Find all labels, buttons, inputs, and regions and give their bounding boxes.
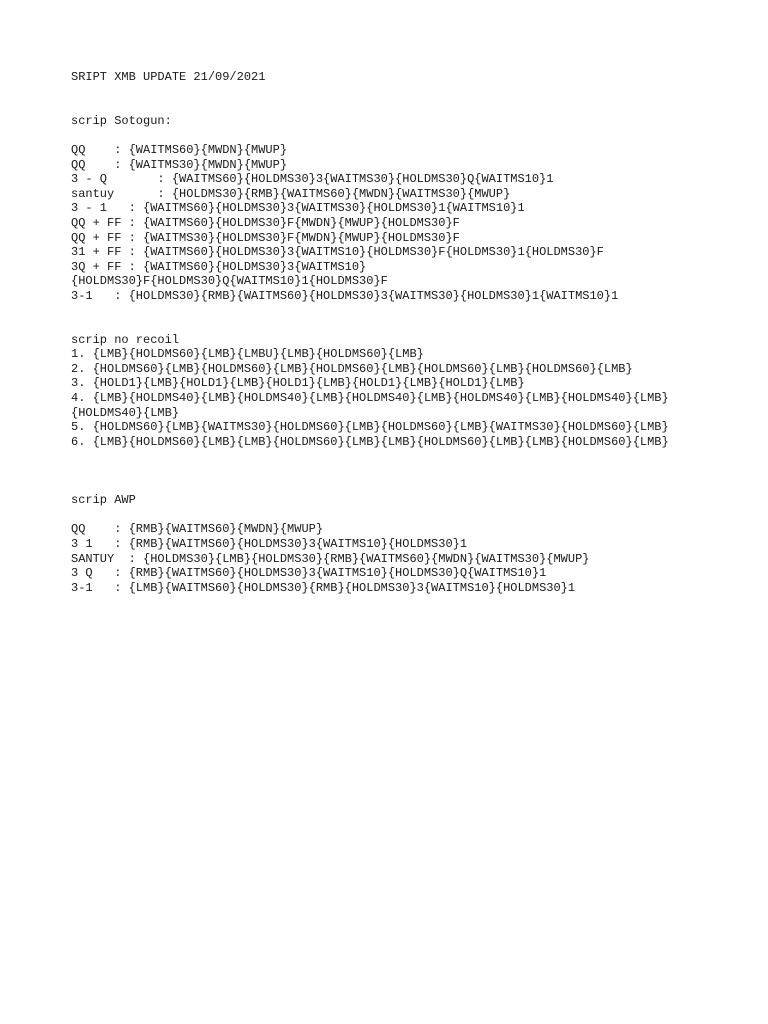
script-line: 3. {HOLD1}{LMB}{HOLD1}{LMB}{HOLD1}{LMB}{HOLD1}{LMB}{HOLD1}{LMB} xyxy=(71,376,525,391)
script-line: QQ : {RMB}{WAITMS60}{MWDN}{MWUP} xyxy=(71,522,324,537)
section-heading-sotogun: scrip Sotogun: xyxy=(71,113,172,128)
script-line: 3 Q : {RMB}{WAITMS60}{HOLDMS30}3{WAITMS10}{HOLDMS30}Q{WAITMS10}1 xyxy=(71,566,547,581)
section-sotogun xyxy=(71,114,751,304)
script-line: 4. {LMB}{HOLDMS40}{LMB}{HOLDMS40}{LMB}{HOLDMS40}{LMB}{HOLDMS40}{LMB}{HOLDMS40}{LMB} xyxy=(71,391,669,406)
script-line: 3-1 : {LMB}{WAITMS60}{HOLDMS30}{RMB}{HOLDMS30}3{WAITMS10}{HOLDMS30}1 xyxy=(71,580,576,595)
script-line: {HOLDMS40}{LMB} xyxy=(71,405,180,420)
script-line: SANTUY : {HOLDMS30}{LMB}{HOLDMS30}{RMB}{WAITMS60}{MWDN}{WAITMS30}{MWUP} xyxy=(71,551,590,566)
section-no-recoil xyxy=(71,333,751,450)
script-line: 5. {HOLDMS60}{LMB}{WAITMS30}{HOLDMS60}{LMB}{HOLDMS60}{LMB}{WAITMS30}{HOLDMS60}{LMB} xyxy=(71,420,669,435)
script-line: 3 - Q : {WAITMS60}{HOLDMS30}3{WAITMS30}{HOLDMS30}Q{WAITMS10}1 xyxy=(71,172,554,187)
script-line: santuy : {HOLDMS30}{RMB}{WAITMS60}{MWDN}{WAITMS30}{MWUP} xyxy=(71,186,511,201)
document-title: SRIPT XMB UPDATE 21/09/2021 xyxy=(71,70,266,84)
script-line: 3 1 : {RMB}{WAITMS60}{HOLDMS30}3{WAITMS10}{HOLDMS30}1 xyxy=(71,537,468,552)
spacer xyxy=(71,128,751,143)
document-body xyxy=(71,70,751,595)
script-line: QQ : {WAITMS30}{MWDN}{MWUP} xyxy=(71,157,288,172)
script-line: {HOLDMS30}F{HOLDMS30}Q{WAITMS10}1{HOLDMS30}F xyxy=(71,274,388,289)
spacer xyxy=(71,85,751,114)
spacer xyxy=(71,449,751,493)
script-line: 2. {HOLDMS60}{LMB}{HOLDMS60}{LMB}{HOLDMS60}{LMB}{HOLDMS60}{LMB}{HOLDMS60}{LMB} xyxy=(71,361,633,376)
section-awp xyxy=(71,493,751,595)
script-line: 6. {LMB}{HOLDMS60}{LMB}{LMB}{HOLDMS60}{LMB}{LMB}{HOLDMS60}{LMB}{LMB}{HOLDMS60}{LMB} xyxy=(71,434,669,449)
spacer xyxy=(71,304,751,333)
script-line: QQ : {WAITMS60}{MWDN}{MWUP} xyxy=(71,142,288,157)
script-line: QQ + FF : {WAITMS30}{HOLDMS30}F{MWDN}{MWUP}{HOLDMS30}F xyxy=(71,230,460,245)
script-line: QQ + FF : {WAITMS60}{HOLDMS30}F{MWDN}{MWUP}{HOLDMS30}F xyxy=(71,215,460,230)
script-line: 31 + FF : {WAITMS60}{HOLDMS30}3{WAITMS10}{HOLDMS30}F{HOLDMS30}1{HOLDMS30}F xyxy=(71,245,604,260)
script-line: 3-1 : {HOLDMS30}{RMB}{WAITMS60}{HOLDMS30}3{WAITMS30}{HOLDMS30}1{WAITMS10}1 xyxy=(71,288,619,303)
script-line: 1. {LMB}{HOLDMS60}{LMB}{LMBU}{LMB}{HOLDMS60}{LMB} xyxy=(71,347,424,362)
script-line: 3 - 1 : {WAITMS60}{HOLDMS30}3{WAITMS30}{HOLDMS30}1{WAITMS10}1 xyxy=(71,201,525,216)
script-line: 3Q + FF : {WAITMS60}{HOLDMS30}3{WAITMS10} xyxy=(71,259,367,274)
section-heading-awp: scrip AWP xyxy=(71,493,136,508)
spacer xyxy=(71,508,751,523)
section-heading-no-recoil: scrip no recoil xyxy=(71,332,180,347)
